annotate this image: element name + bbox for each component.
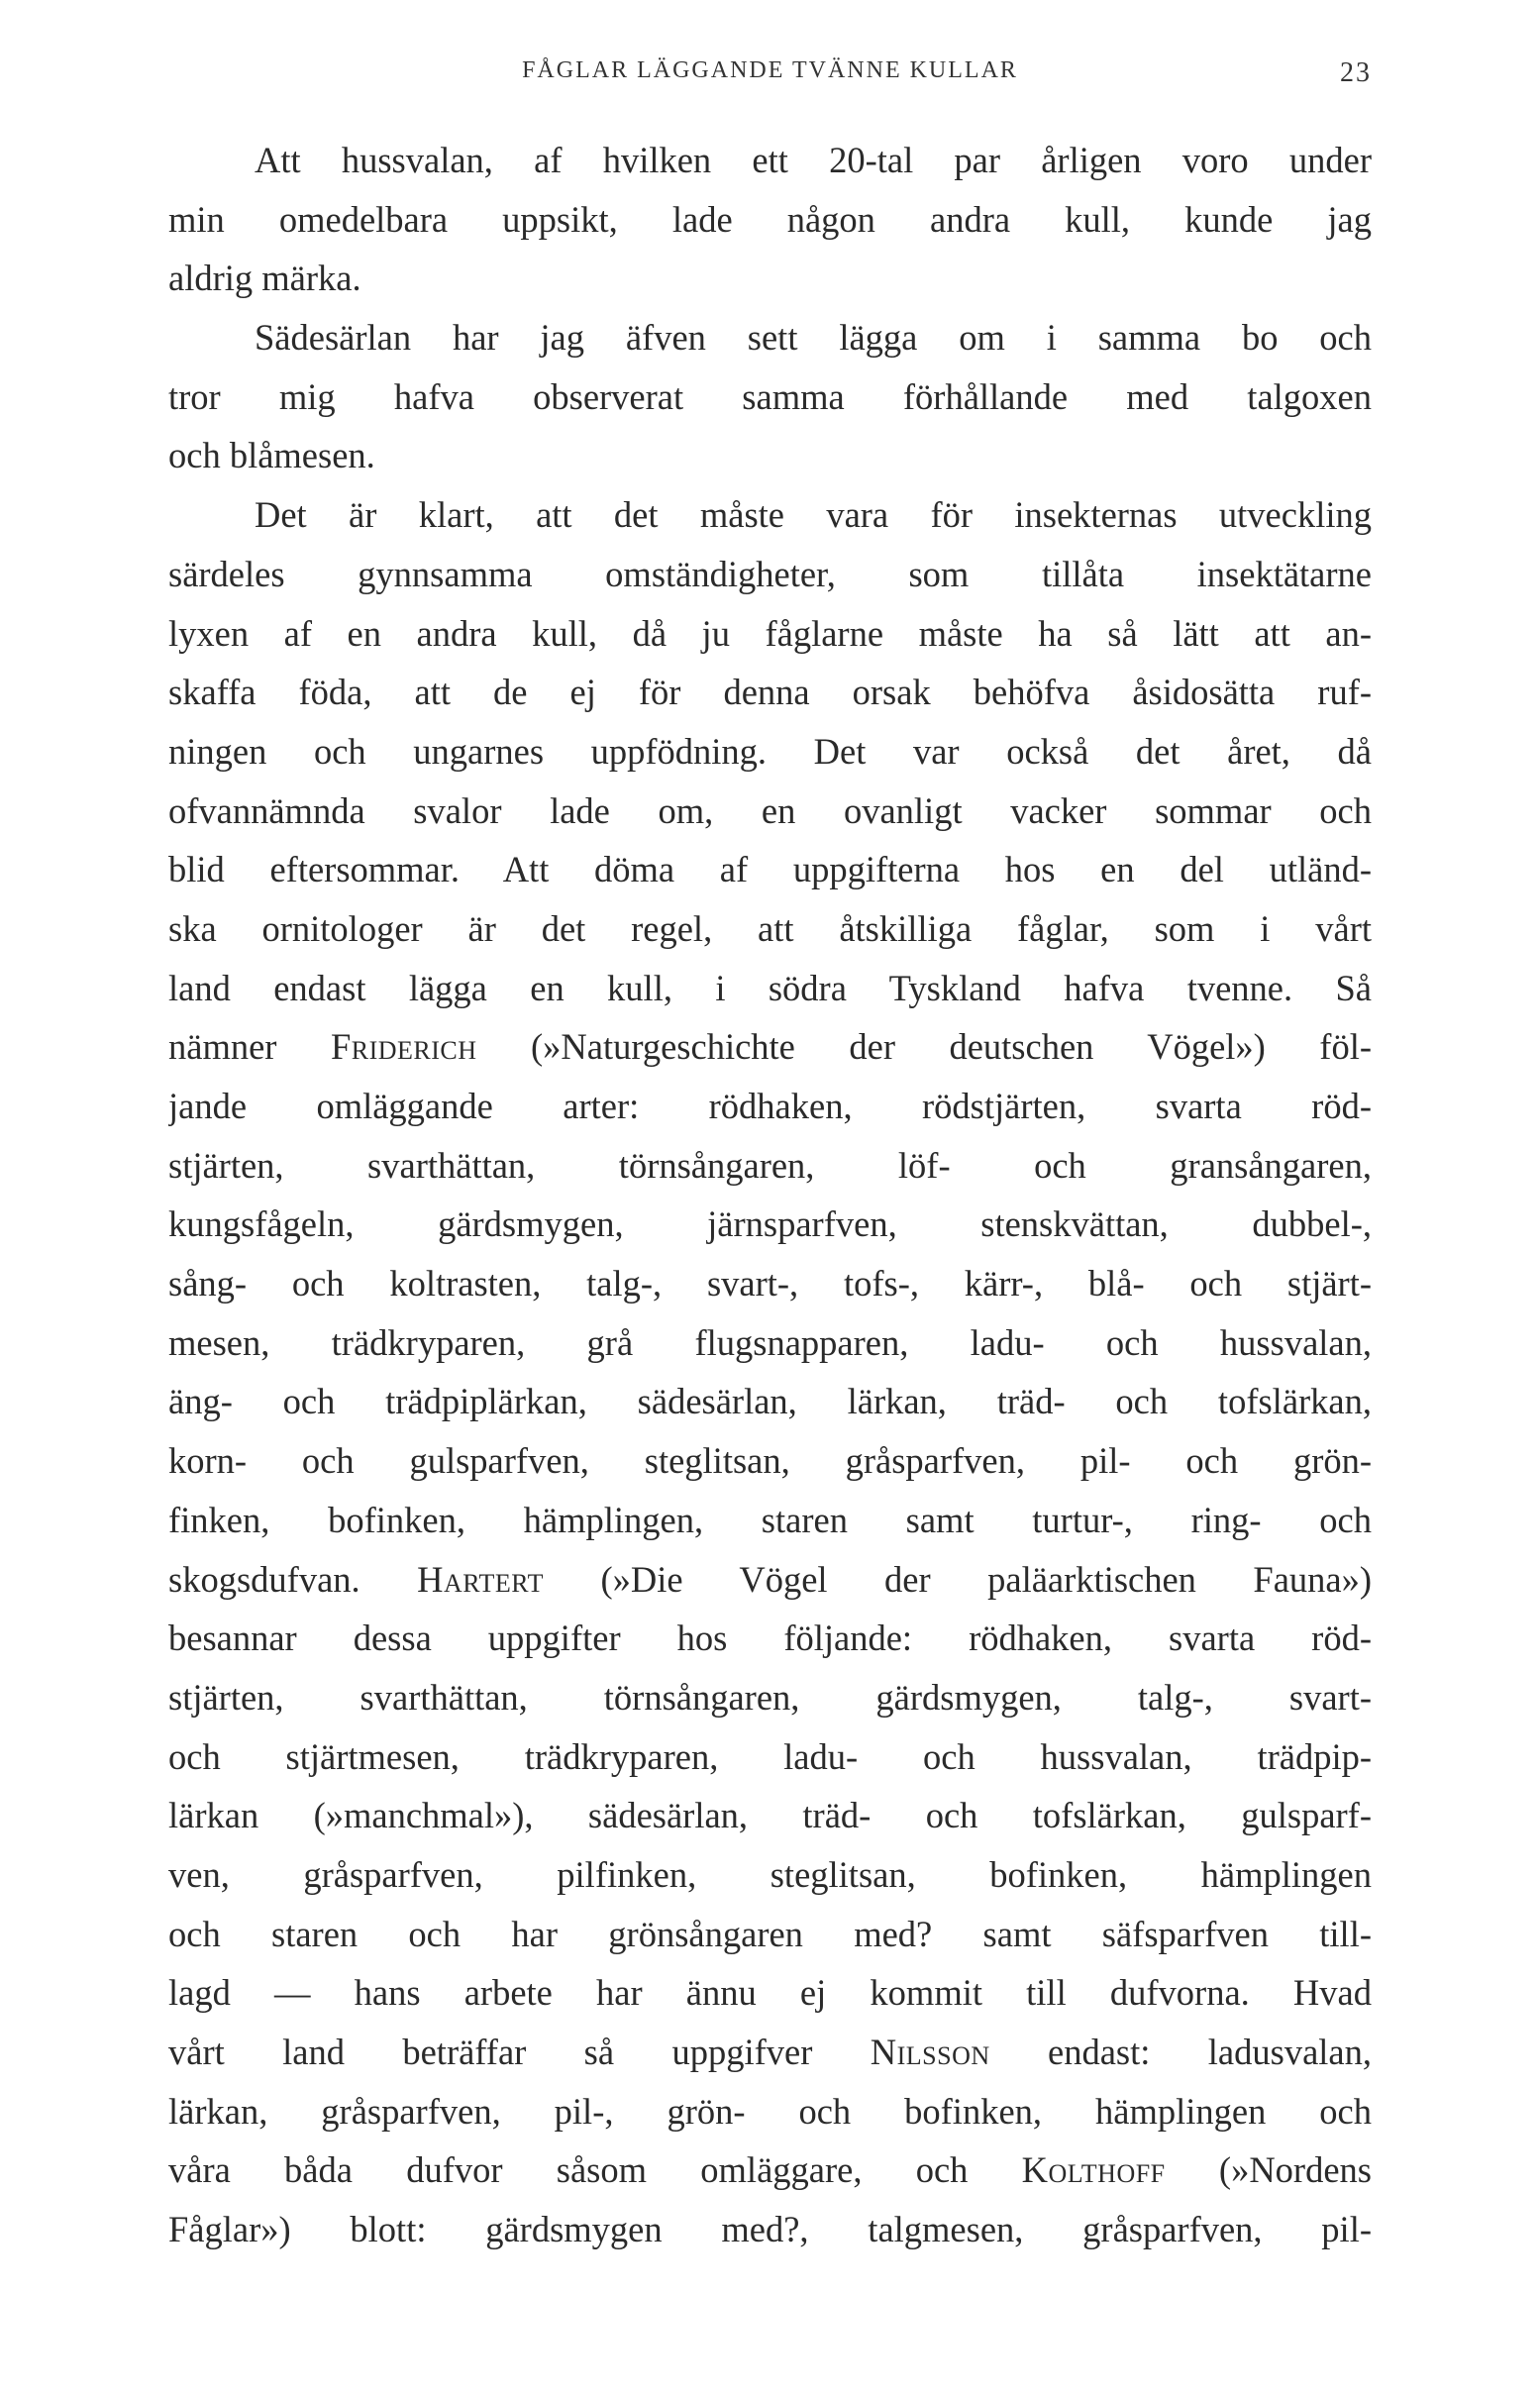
text-line: Att hussvalan, af hvilken ett 20-tal par årligen voro under [255,140,1372,180]
text-line: ska ornitologer är det regel, att åtskilliga fåglar, som i vårt [168,907,1372,949]
text-line: äng- och trädpiplärkan, sädesärlan, lärkan, träd- och tofslärkan, [168,1381,1372,1422]
text-line: särdeles gynnsamma omständigheter, som tillåta insektätarne [168,553,1372,594]
text-line: Fåglar») blott: gärdsmygen med?, talgmesen, gråsparfven, pil- [168,2209,1372,2250]
text-line: och stjärtmesen, trädkryparen, ladu- och hussvalan, trädpip- [168,1735,1372,1777]
author-name: Friderich [330,1026,477,1068]
text-line: korn- och gulsparfven, steglitsan, gråsparfven, pil- och grön- [168,1440,1372,1482]
text-line: Det är klart, att det måste vara för insekternas utveckling [255,494,1372,536]
text-line: finken, bofinken, hämplingen, staren samt turtur-, ring- och [168,1499,1372,1540]
text-line: skogsdufvan. Hartert (»Die Vögel der paläarktischen Fauna») [168,1558,1372,1600]
text-line: Sädesärlan har jag äfven sett lägga om i samma bo och [255,317,1372,359]
author-name: Nilsson [870,2032,990,2072]
text-line: ven, gråsparfven, pilfinken, steglitsan, bofinken, hämplingen [168,1853,1372,1895]
text-line: nämner Friderich (»Naturgeschichte der deutschen Vögel») föl- [168,1026,1372,1068]
text-line: våra båda dufvor såsom omläggare, och Kolthoff (»Nordens [168,2149,1372,2191]
author-name: Kolthoff [1021,2149,1166,2191]
page-number: 23 [1340,57,1372,88]
text-line: lärkan, gråsparfven, pil-, grön- och bofinken, hämplingen och [168,2090,1372,2132]
text-line: mesen, trädkryparen, grå flugsnapparen, ladu- och hussvalan, [168,1321,1372,1363]
text-line: kungsfågeln, gärdsmygen, järnsparfven, stenskvättan, dubbel-, [168,1203,1372,1245]
text-line: stjärten, svarthättan, törnsångaren, gärdsmygen, talg-, svart- [168,1676,1372,1718]
text-line: sång- och koltrasten, talg-, svart-, tofs-, kärr-, blå- och stjärt- [168,1263,1372,1304]
text-line: tror mig hafva observerat samma förhållande med talgoxen [168,375,1372,417]
text-line: aldrig märka. [168,258,361,299]
text-line: stjärten, svarthättan, törnsångaren, löf- och gransångaren, [168,1144,1372,1186]
text-line: ningen och ungarnes uppfödning. Det var också det året, då [168,730,1372,772]
running-title: FÅGLAR LÄGGANDE TVÄNNE KULLAR [522,57,1018,83]
text-line: vårt land beträffar så uppgifver Nilsson endast: ladusvalan, [168,2032,1372,2072]
running-head [168,57,1372,97]
text-line: besannar dessa uppgifter hos följande: rödhaken, svarta röd- [168,1617,1372,1659]
text-line: och blåmesen. [168,435,375,476]
body-text [168,131,1372,2259]
text-line: lagd — hans arbete har ännu ej kommit till dufvorna. Hvad [168,1972,1372,2014]
text-line: och staren och har grönsångaren med? samt säfsparfven till- [168,1913,1372,1954]
text-line: blid eftersommar. Att döma af uppgifterna hos en del utländ- [168,849,1372,890]
author-name: Hartert [417,1558,544,1600]
text-line: ofvannämnda svalor lade om, en ovanligt vacker sommar och [168,789,1372,831]
text-line: jande omläggande arter: rödhaken, rödstjärten, svarta röd- [168,1086,1372,1126]
text-line: lärkan (»manchmal»), sädesärlan, träd- och tofslärkan, gulsparf- [168,1795,1372,1836]
text-line: min omedelbara uppsikt, lade någon andra kull, kunde jag [168,198,1372,240]
text-line: land endast lägga en kull, i södra Tyskland hafva tvenne. Så [168,967,1372,1008]
text-line: skaffa föda, att de ej för denna orsak behöfva åsidosätta ruf- [168,672,1372,713]
text-line: lyxen af en andra kull, då ju fåglarne måste ha så lätt att an- [168,612,1372,654]
